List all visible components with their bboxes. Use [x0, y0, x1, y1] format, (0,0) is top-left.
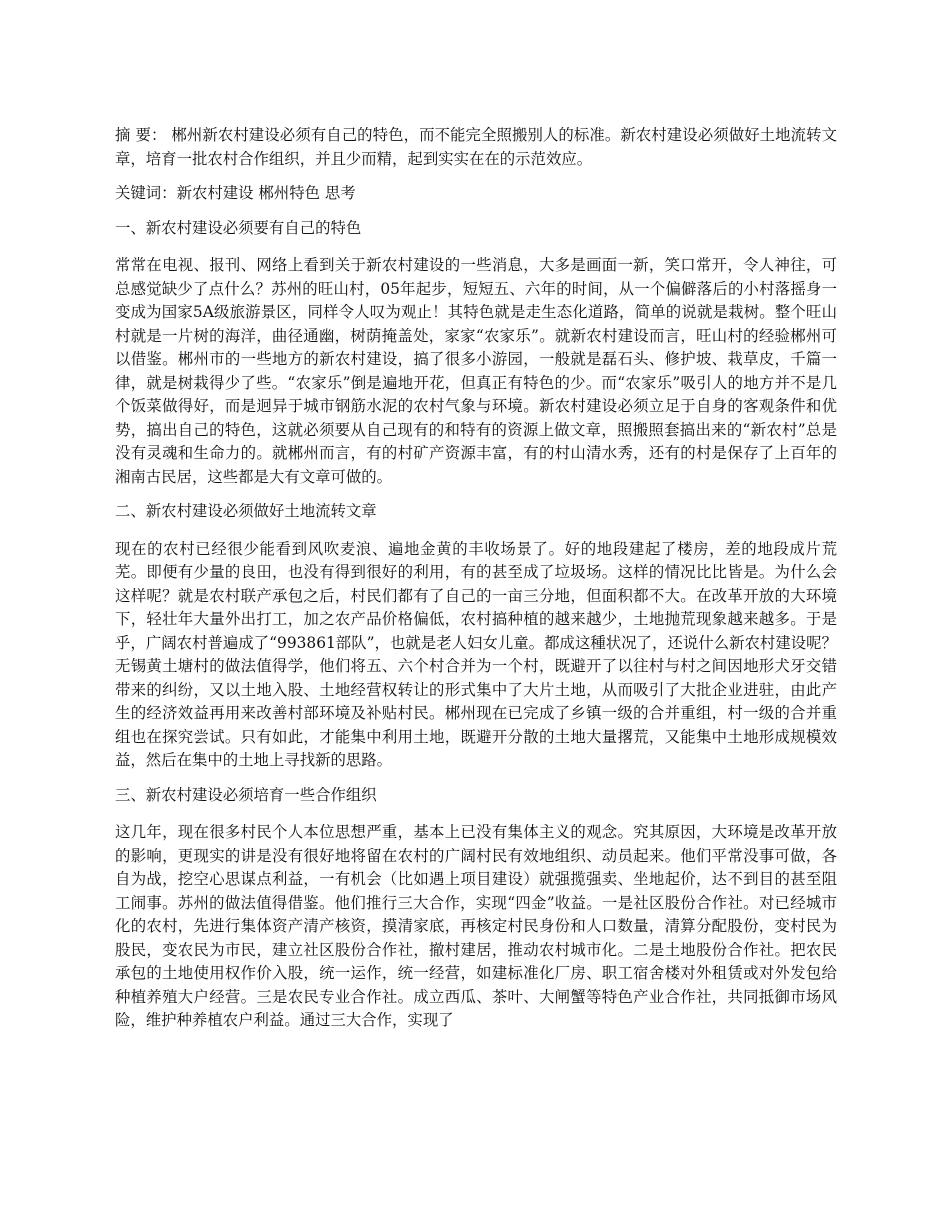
section-3-heading: 三、新农村建设必须培育一些合作组织 — [115, 785, 377, 804]
section-2-body: 现在的农村已经很少能看到风吹麦浪、遍地金黄的丰收场景了。好的地段建起了楼房，差的地段成片荒芜。即便有少量的良田，也没有得到很好的利用，有的甚至成了垃圾场。这样的情况比比皆是。为什么会这样呢？就是农村联产承包之后，村民们都有了自己的一亩三分地，但面积都不大。在改革开放的大环境下，轻壮年大量外出打工，加之农产品价格偏低，农村搞种植的越来越少，土地抛荒现象越来越多。于是乎，广阔农村普遍成了“993861部队”，也就是老人妇女儿童。都成这種状况了，还说什么新农村建设呢？无锡黄土塘村的做法值得学，他们将五、六个村合并为一个村，既避开了以往村与村之间因地形犬牙交错带来的纠纷，又以土地入股、土地经营权转让的形式集中了大片土地，从而吸引了大批企业进驻，由此产生的经济效益再用来改善村部环境及补贴村民。郴州现在已完成了乡镇一级的合并重组，村一级的合并重组也在探究尝试。只有如此，才能集中利用土地，既避开分散的土地大量撂荒，又能集中土地形成规模效益，然后在集中的土地上寻找新的思路。 — [115, 539, 837, 769]
abstract: 摘 要： 郴州新农村建设必须有自己的特色，而不能完全照搬别人的标准。新农村建设必须做好土地流转文章，培育一批农村合作组织，并且少而精，起到实实在在的示范效应。 — [115, 126, 837, 168]
keywords: 关键词：新农村建设 郴州特色 思考 — [115, 184, 356, 202]
document-page — [115, 124, 837, 1044]
section-1-heading: 一、新农村建设必须要有自己的特色 — [115, 218, 362, 237]
section-1-body: 常常在电视、报刊、网络上看到关于新农村建设的一些消息，大多是画面一新，笑口常开，令人神往，可总感觉缺少了点什么？苏州的旺山村，05年起步，短短五、六年的时间，从一个偏僻落后的小村落摇身一变成为国家5A级旅游景区，同样令人叹为观止！其特色就是走生态化道路，简单的说就是栽树。整个旺山村就是一片树的海洋，曲径通幽，树荫掩盖处，家家“农家乐”。就新农村建设而言，旺山村的经验郴州可以借鉴。郴州市的一些地方的新农村建设，搞了很多小游园，一般就是磊石头、修护坡、栽草皮，千篇一律，就是树栽得少了些。“农家乐”倒是遍地开花，但真正有特色的少。而“农家乐”吸引人的地方并不是几个饭菜做得好，而是迥异于城市钢筋水泥的农村气象与环境。新农村建设必须立足于自身的客观条件和优势，搞出自己的特色，这就必须要从自己现有的和特有的资源上做文章，照搬照套搞出来的“新农村”总是没有灵魂和生命力的。就郴州而言，有的村矿产资源丰富，有的村山清水秀，还有的村是保存了上百年的湘南古民居，这些都是大有文章可做的。 — [115, 256, 837, 486]
section-3-body: 这几年，现在很多村民个人本位思想严重，基本上已没有集体主义的观念。究其原因，大环境是改革开放的影响，更现实的讲是没有很好地将留在农村的广阔村民有效地组织、动员起来。他们平常没事可做，各自为战，挖空心思谋点利益，一有机会（比如遇上项目建设）就强揽强卖、坐地起价，达不到目的甚至阻工闹事。苏州的做法值得借鉴。他们推行三大合作，实现“四金”收益。一是社区股份合作社。对已经城市化的农村，先进行集体资产清产核资，摸清家底，再核定村民身份和人口数量，清算分配股份，变村民为股民，变农民为市民，建立社区股份合作社，撤村建居，推动农村城市化。二是土地股份合作社。把农民承包的土地使用权作价入股，统一运作，统一经营，如建标准化厂房、职工宿舍楼对外租赁或对外发包给种植养殖大户经营。三是农民专业合作社。成立西瓜、茶叶、大闸蟹等特色产业合作社，共同抵御市场风险，维护种养植农户利益。通过三大合作，实现了 — [115, 823, 837, 1029]
section-2-heading: 二、新农村建设必须做好土地流转文章 — [115, 502, 377, 520]
